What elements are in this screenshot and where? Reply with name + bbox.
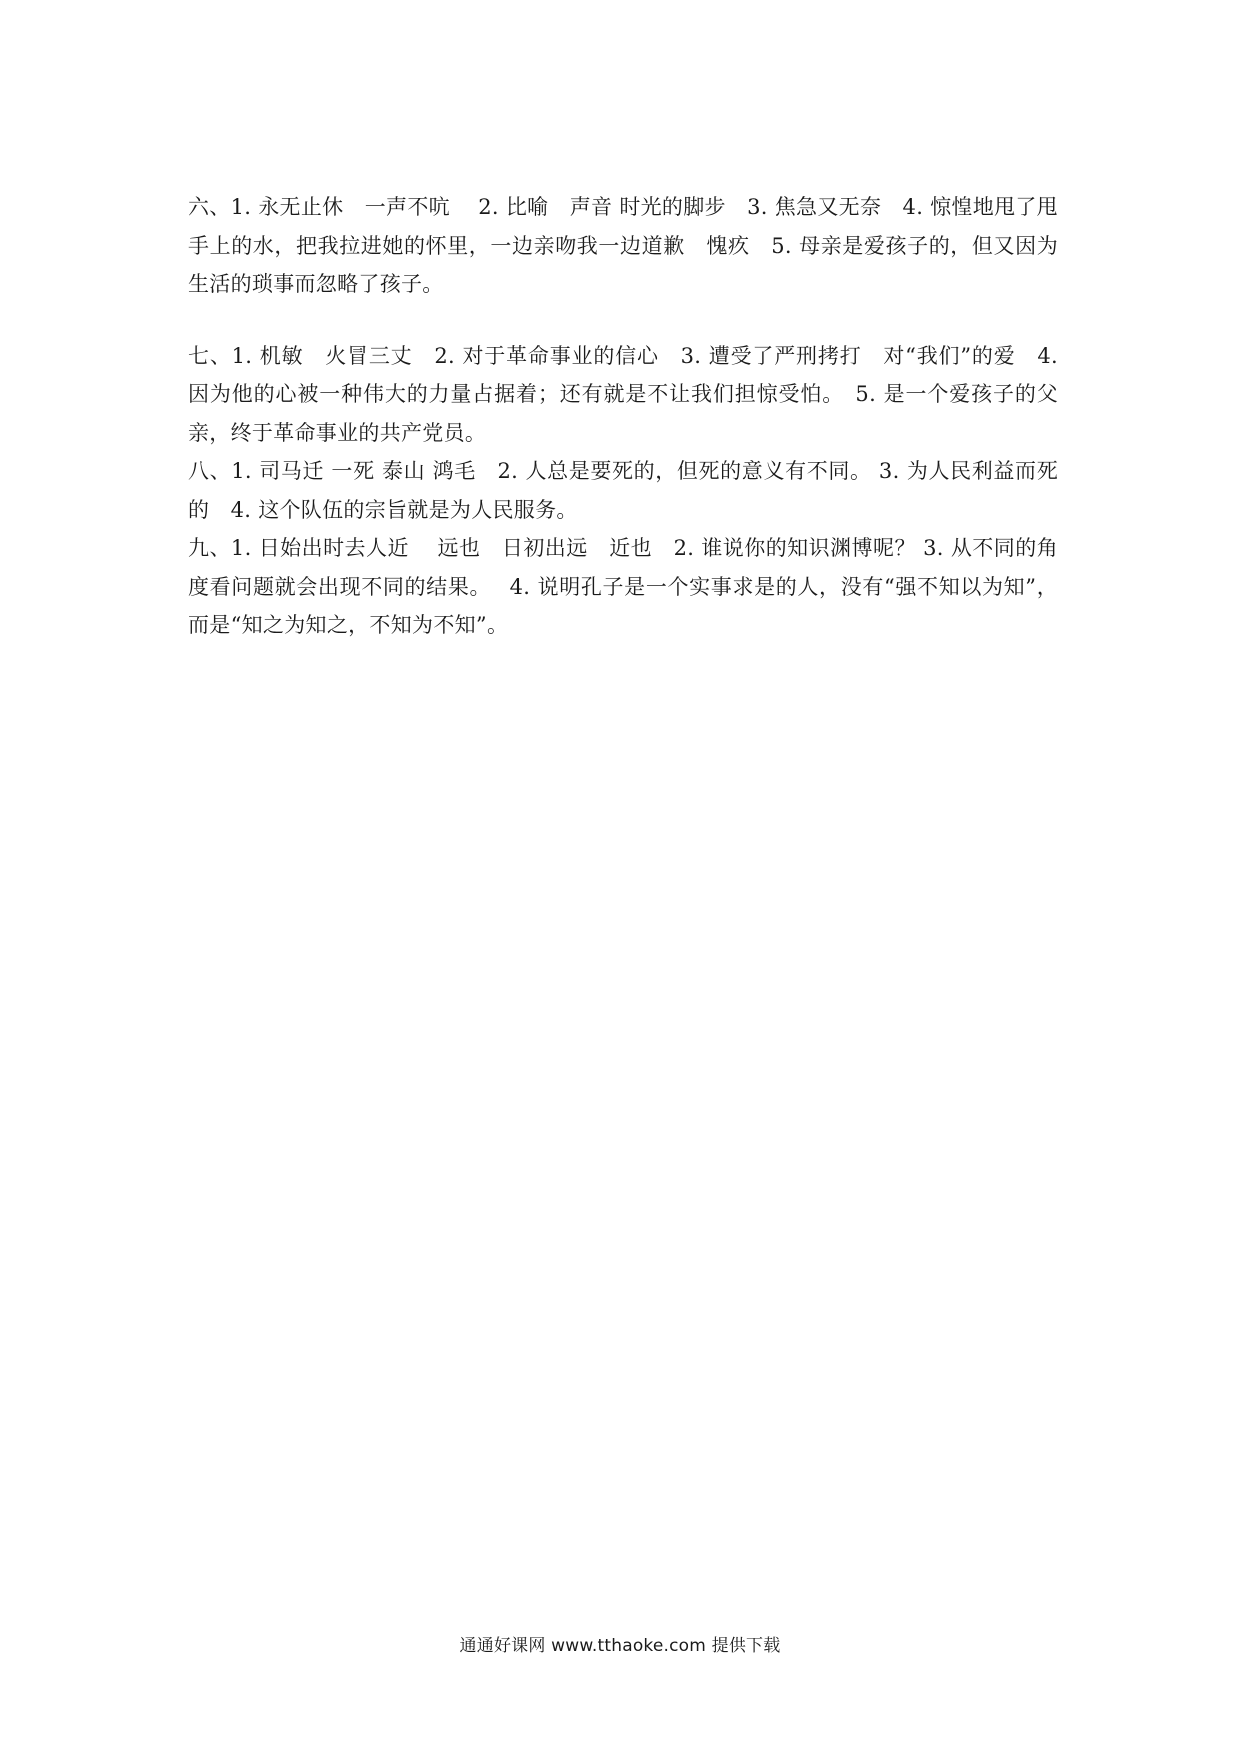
answer-section-six: 六、1. 永无止休 一声不吭 2. 比喻 声音 时光的脚步 3. 焦急又无奈 4. 惊惶地甩了甩手上的水，把我拉进她的怀里，一边亲吻我一边道歉 愧疚 5. 母亲是爱孩子的，但又因为生活的琐事而忽略了孩子。 <box>188 195 1058 296</box>
footer-download-note: 通通好课网 www.tthaoke.com 提供下载 <box>459 1636 781 1656</box>
answer-content <box>188 188 1058 645</box>
answer-section-seven: 七、1. 机敏 火冒三丈 2. 对于革命事业的信心 3. 遭受了严刑拷打 对“我们”的爱 4. 因为他的心被一种伟大的力量占据着；还有就是不让我们担惊受怕。 5. 是一个爱孩子的父亲，终于革命事业的共产党员。 <box>188 343 1058 445</box>
answer-section-nine: 九、1. 日始出时去人近 远也 日初出远 近也 2. 谁说你的知识渊博呢？ 3. 从不同的角度看问题就会出现不同的结果。 4. 说明孔子是一个实事求是的人，没有“强不知以为知”，而是“知之为知之，不知为不知”。 <box>188 536 1058 637</box>
answer-section-eight: 八、1. 司马迁 一死 泰山 鸿毛 2. 人总是要死的，但死的意义有不同。 3. 为人民利益而死的 4. 这个队伍的宗旨就是为人民服务。 <box>188 459 1058 522</box>
